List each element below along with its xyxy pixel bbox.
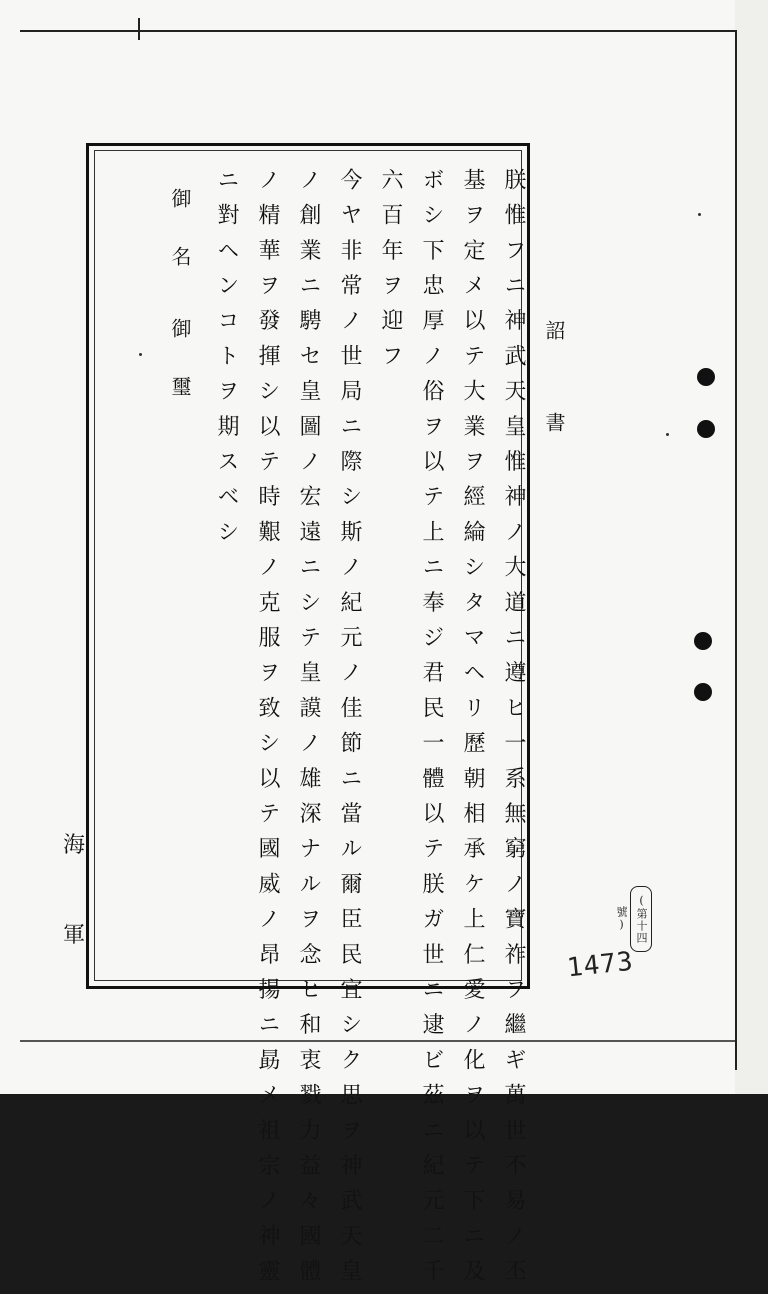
body-column-8: ニ對ヘンコトヲ期スベシ bbox=[214, 168, 239, 556]
document-number-stamp: (第十四號) bbox=[630, 886, 652, 952]
department-label-1: 海 bbox=[63, 833, 86, 858]
body-column-2: 基ヲ定メ以テ大業ヲ經綸シタマヘリ歷朝相承ケ上仁愛ノ化ヲ以テ下ニ及 bbox=[460, 168, 485, 1294]
ink-speck bbox=[139, 353, 142, 356]
binding-hole-4 bbox=[694, 683, 712, 701]
bottom-edge-line bbox=[20, 1040, 735, 1042]
body-column-3: ボシ下忠厚ノ俗ヲ以テ上ニ奉ジ君民一體以テ朕ガ世ニ逮ビ茲ニ紀元二千 bbox=[419, 168, 444, 1294]
binding-hole-2 bbox=[697, 420, 715, 438]
department-label-2: 軍 bbox=[63, 923, 86, 948]
body-column-5: 今ヤ非常ノ世局ニ際シ斯ノ紀元ノ佳節ニ當ル爾臣民宜シク思ヲ神武天皇 bbox=[337, 168, 362, 1294]
body-column-4: 六百年ヲ迎フ bbox=[378, 168, 403, 380]
binding-hole-1 bbox=[697, 368, 715, 386]
signature-seal: 御璽 bbox=[168, 318, 192, 434]
page-edge-strip bbox=[735, 0, 768, 1094]
page-number: 1473 bbox=[565, 946, 636, 984]
top-edge-line bbox=[20, 30, 735, 32]
signature-name: 御名 bbox=[168, 188, 192, 304]
binding-hole-3 bbox=[694, 632, 712, 650]
body-column-6: ノ創業ニ騁セ皇圖ノ宏遠ニシテ皇謨ノ雄深ナルヲ念ヒ和衷戮力益々國體 bbox=[296, 168, 321, 1294]
body-column-1: 朕惟フニ神武天皇惟神ノ大道ニ遵ヒ一系無窮ノ寶祚ヲ繼ギ萬世不易ノ丕 bbox=[501, 168, 526, 1294]
body-column-7: ノ精華ヲ發揮シ以テ時艱ノ克服ヲ致シ以テ國威ノ昂揚ニ勗メ祖宗ノ神靈 bbox=[255, 168, 280, 1294]
ink-speck bbox=[698, 213, 701, 216]
edict-title: 詔書 bbox=[542, 320, 566, 504]
right-edge-line bbox=[735, 30, 737, 1070]
ink-speck bbox=[666, 433, 669, 436]
top-edge-tick bbox=[138, 18, 140, 40]
